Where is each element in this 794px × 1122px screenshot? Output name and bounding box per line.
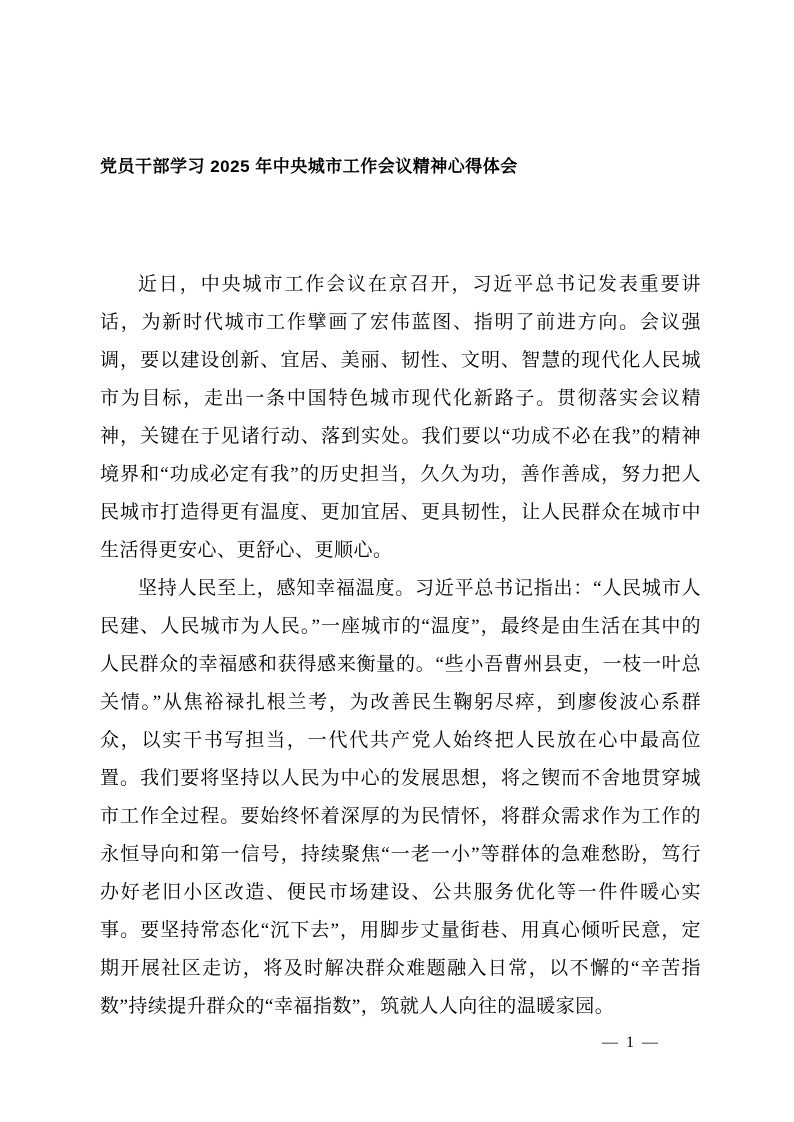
page-number: — 1 —	[602, 1034, 660, 1051]
paragraph-2: 坚持人民至上，感知幸福温度。习近平总书记指出：“人民城市人民建、人民城市为人民。”一座城市的“温度”，最终是由生活在其中的人民群众的幸福感和获得感来衡量的。“些小吾曹州县吏，一枝一叶总关情。”从焦裕禄扎根兰考，为改善民生鞠躬尽瘁，到廖俊波心系群众，以实干书写担当，一代代共产党人始终把人民放在心中最高位置。我们要将坚持以人民为中心的发展思想，将之锲而不舍地贯穿城市工作全过程。要始终怀着深厚的为民情怀，将群众需求作为工作的永恒导向和第一信号，持续聚焦“一老一小”等群体的急难愁盼，笃行办好老旧小区改造、便民市场建设、公共服务优化等一件件暖心实事。要坚持常态化“沉下去”，用脚步丈量街巷、用真心倾听民意，定期开展社区走访，将及时解决群众难题融入日常，以不懈的“辛苦指数”持续提升群众的“幸福指数”，筑就人人向往的温暖家园。	[100, 578, 701, 1017]
document-title: 党员干部学习 2025 年中央城市工作会议精神心得体会	[100, 157, 518, 176]
paragraph-1: 近日，中央城市工作会议在京召开，习近平总书记发表重要讲话，为新时代城市工作擘画了宏伟蓝图、指明了前进方向。会议强调，要以建设创新、宜居、美丽、韧性、文明、智慧的现代化人民城市为目标，走出一条中国特色城市现代化新路子。贯彻落实会议精神，关键在于见诸行动、落到实处。我们要以“功成不必在我”的精神境界和“功成必定有我”的历史担当，久久为功，善作善成，努力把人民城市打造得更有温度、更加宜居、更具韧性，让人民群众在城市中生活得更安心、更舒心、更顺心。	[100, 274, 701, 561]
